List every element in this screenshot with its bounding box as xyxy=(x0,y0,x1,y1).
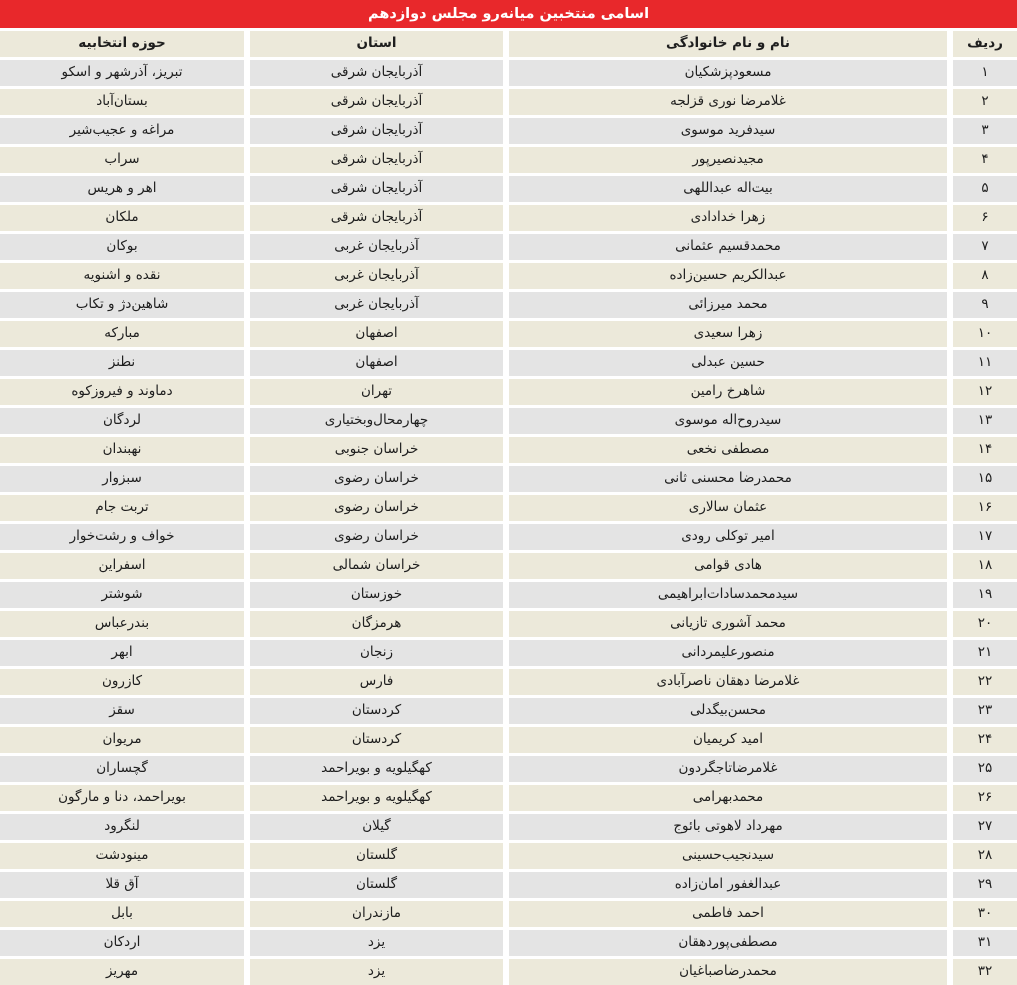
name-cell: عبدالکریم حسین‌زاده xyxy=(509,263,947,289)
column-header-district: حوزه انتخابیه xyxy=(0,31,244,57)
district-cell: ابهر xyxy=(0,640,244,666)
district-cell: مبارکه xyxy=(0,321,244,347)
name-cell: سیدروح‌اله موسوی xyxy=(509,408,947,434)
row-number-cell: ۱۹ xyxy=(953,582,1017,608)
province-cell: آذربایجان غربی xyxy=(250,292,503,318)
district-cell: تبریز، آذرشهر و اسکو xyxy=(0,60,244,86)
name-cell: شاهرخ رامین xyxy=(509,379,947,405)
district-cell: شاهین‌دژ و تکاب xyxy=(0,292,244,318)
province-cell: چهارمحال‌وبختیاری xyxy=(250,408,503,434)
name-cell: غلامرضاتاجگردون xyxy=(509,756,947,782)
district-cell: مراغه و عجیب‌شیر xyxy=(0,118,244,144)
district-cell: مینودشت xyxy=(0,843,244,869)
province-cell: آذربایجان شرقی xyxy=(250,205,503,231)
row-number-cell: ۲۷ xyxy=(953,814,1017,840)
row-number-cell: ۲ xyxy=(953,89,1017,115)
row-number-cell: ۲۸ xyxy=(953,843,1017,869)
row-number-cell: ۲۴ xyxy=(953,727,1017,753)
district-cell: اهر و هریس xyxy=(0,176,244,202)
name-cell: بیت‌اله عبداللهی xyxy=(509,176,947,202)
district-cell: اردکان xyxy=(0,930,244,956)
name-cell: عبدالغفور امان‌زاده xyxy=(509,872,947,898)
district-cell: خواف و رشت‌خوار xyxy=(0,524,244,550)
row-number-cell: ۱۴ xyxy=(953,437,1017,463)
name-cell: سیدنجیب‌حسینی xyxy=(509,843,947,869)
province-cell: آذربایجان شرقی xyxy=(250,60,503,86)
row-number-cell: ۲۱ xyxy=(953,640,1017,666)
province-cell: خراسان رضوی xyxy=(250,466,503,492)
name-cell: محمد میرزائی xyxy=(509,292,947,318)
province-cell: خوزستان xyxy=(250,582,503,608)
province-cell: آذربایجان شرقی xyxy=(250,89,503,115)
row-number-cell: ۵ xyxy=(953,176,1017,202)
name-cell: سیدمحمدسادات‌ابراهیمی xyxy=(509,582,947,608)
results-table xyxy=(0,31,1017,985)
district-cell: اسفراین xyxy=(0,553,244,579)
province-cell: آذربایجان شرقی xyxy=(250,176,503,202)
row-number-cell: ۱۶ xyxy=(953,495,1017,521)
province-cell: گلستان xyxy=(250,843,503,869)
province-cell: کردستان xyxy=(250,698,503,724)
name-cell: منصورعلیمردانی xyxy=(509,640,947,666)
name-cell: امید کریمیان xyxy=(509,727,947,753)
district-cell: بابل xyxy=(0,901,244,927)
name-cell: غلامرضا دهقان ناصرآبادی xyxy=(509,669,947,695)
district-cell: بوکان xyxy=(0,234,244,260)
province-cell: آذربایجان شرقی xyxy=(250,147,503,173)
district-cell: سقز xyxy=(0,698,244,724)
row-number-cell: ۸ xyxy=(953,263,1017,289)
name-cell: محسن‌بیگدلی xyxy=(509,698,947,724)
district-cell: آق قلا xyxy=(0,872,244,898)
district-cell: تربت جام xyxy=(0,495,244,521)
district-cell: مهریز xyxy=(0,959,244,985)
district-cell: لردگان xyxy=(0,408,244,434)
column-header-province: استان xyxy=(250,31,503,57)
province-cell: خراسان رضوی xyxy=(250,495,503,521)
name-cell: احمد فاطمی xyxy=(509,901,947,927)
name-cell: محمدرضاصباغیان xyxy=(509,959,947,985)
province-cell: گلستان xyxy=(250,872,503,898)
district-cell: بویراحمد، دنا و مارگون xyxy=(0,785,244,811)
row-number-cell: ۴ xyxy=(953,147,1017,173)
name-cell: زهرا سعیدی xyxy=(509,321,947,347)
province-cell: هرمزگان xyxy=(250,611,503,637)
name-cell: مصطفی‌پوردهقان xyxy=(509,930,947,956)
title-banner xyxy=(0,0,1017,28)
district-cell: دماوند و فیروزکوه xyxy=(0,379,244,405)
name-cell: هادی قوامی xyxy=(509,553,947,579)
name-cell: مسعودپزشکیان xyxy=(509,60,947,86)
province-cell: خراسان جنوبی xyxy=(250,437,503,463)
district-cell: شوشتر xyxy=(0,582,244,608)
name-cell: غلامرضا نوری قزلجه xyxy=(509,89,947,115)
name-cell: مهرداد لاهوتی بائوج xyxy=(509,814,947,840)
column-header-name: نام و نام خانوادگی xyxy=(509,31,947,57)
district-cell: لنگرود xyxy=(0,814,244,840)
province-cell: یزد xyxy=(250,959,503,985)
province-cell: کهگیلویه و بویراحمد xyxy=(250,756,503,782)
row-number-cell: ۲۵ xyxy=(953,756,1017,782)
name-cell: محمدبهرامی xyxy=(509,785,947,811)
row-number-cell: ۱۵ xyxy=(953,466,1017,492)
province-cell: یزد xyxy=(250,930,503,956)
name-cell: محمد آشوری تازیانی xyxy=(509,611,947,637)
row-number-cell: ۱۲ xyxy=(953,379,1017,405)
province-cell: خراسان شمالی xyxy=(250,553,503,579)
district-cell: سبزوار xyxy=(0,466,244,492)
district-cell: گچساران xyxy=(0,756,244,782)
row-number-cell: ۲۹ xyxy=(953,872,1017,898)
district-cell: ملکان xyxy=(0,205,244,231)
province-cell: خراسان رضوی xyxy=(250,524,503,550)
province-cell: کردستان xyxy=(250,727,503,753)
province-cell: اصفهان xyxy=(250,350,503,376)
district-cell: کازرون xyxy=(0,669,244,695)
row-number-cell: ۷ xyxy=(953,234,1017,260)
province-cell: آذربایجان غربی xyxy=(250,263,503,289)
column-header-row-number: ردیف xyxy=(953,31,1017,57)
province-cell: آذربایجان غربی xyxy=(250,234,503,260)
province-cell: گیلان xyxy=(250,814,503,840)
row-number-cell: ۳۲ xyxy=(953,959,1017,985)
district-cell: بستان‌آباد xyxy=(0,89,244,115)
row-number-cell: ۳۱ xyxy=(953,930,1017,956)
province-cell: کهگیلویه و بویراحمد xyxy=(250,785,503,811)
name-cell: محمدرضا محسنی ثانی xyxy=(509,466,947,492)
row-number-cell: ۹ xyxy=(953,292,1017,318)
province-cell: زنجان xyxy=(250,640,503,666)
district-cell: بندرعباس xyxy=(0,611,244,637)
row-number-cell: ۳ xyxy=(953,118,1017,144)
province-cell: فارس xyxy=(250,669,503,695)
province-cell: اصفهان xyxy=(250,321,503,347)
row-number-cell: ۳۰ xyxy=(953,901,1017,927)
province-cell: مازندران xyxy=(250,901,503,927)
row-number-cell: ۱ xyxy=(953,60,1017,86)
district-cell: سراب xyxy=(0,147,244,173)
row-number-cell: ۱۸ xyxy=(953,553,1017,579)
row-number-cell: ۲۶ xyxy=(953,785,1017,811)
name-cell: محمدقسیم عثمانی xyxy=(509,234,947,260)
row-number-cell: ۱۱ xyxy=(953,350,1017,376)
district-cell: نقده و اشنویه xyxy=(0,263,244,289)
district-cell: نهبندان xyxy=(0,437,244,463)
name-cell: عثمان سالاری xyxy=(509,495,947,521)
row-number-cell: ۶ xyxy=(953,205,1017,231)
name-cell: زهرا خدادادی xyxy=(509,205,947,231)
district-cell: مریوان xyxy=(0,727,244,753)
name-cell: امیر توکلی رودی xyxy=(509,524,947,550)
province-cell: تهران xyxy=(250,379,503,405)
row-number-cell: ۱۷ xyxy=(953,524,1017,550)
row-number-cell: ۲۰ xyxy=(953,611,1017,637)
row-number-cell: ۲۲ xyxy=(953,669,1017,695)
province-cell: آذربایجان شرقی xyxy=(250,118,503,144)
row-number-cell: ۱۳ xyxy=(953,408,1017,434)
name-cell: مجیدنصیرپور xyxy=(509,147,947,173)
page-title: اسامی منتخبین میانه‌رو مجلس دوازدهم xyxy=(367,6,650,22)
row-number-cell: ۱۰ xyxy=(953,321,1017,347)
district-cell: نطنز xyxy=(0,350,244,376)
name-cell: مصطفی نخعی xyxy=(509,437,947,463)
name-cell: سیدفرید موسوی xyxy=(509,118,947,144)
name-cell: حسین عبدلی xyxy=(509,350,947,376)
row-number-cell: ۲۳ xyxy=(953,698,1017,724)
